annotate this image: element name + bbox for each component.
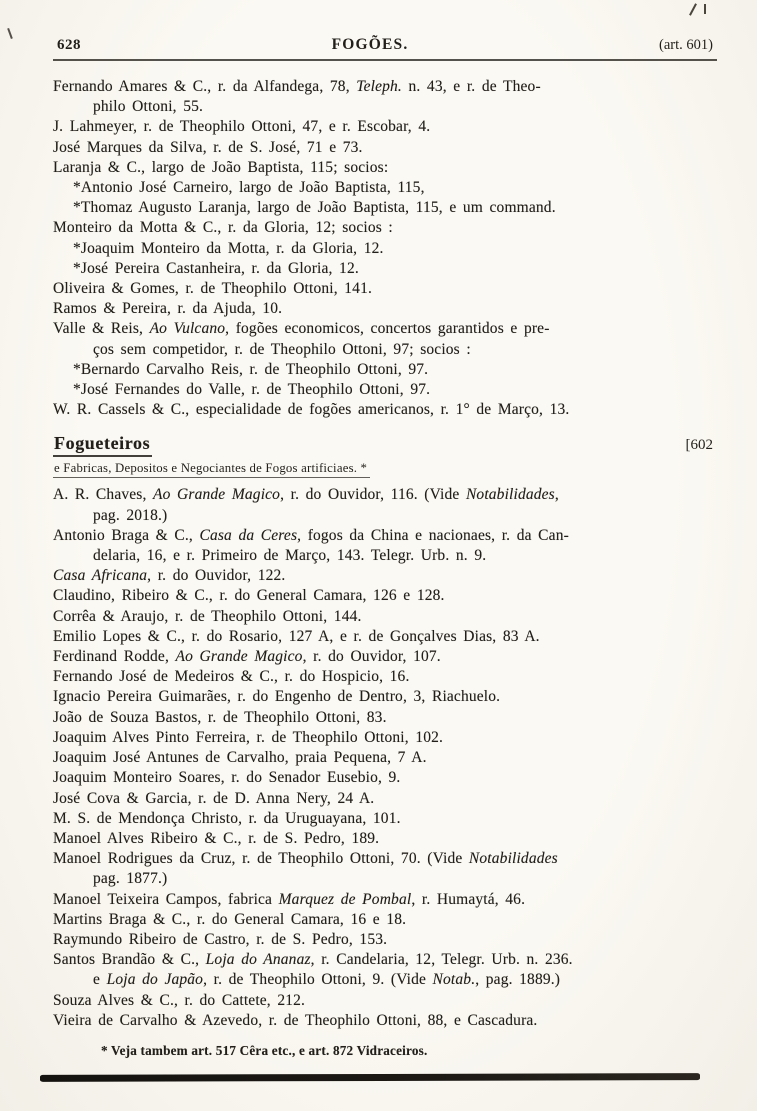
page-number: 628 [57,37,81,53]
fogoes-entry-list [53,77,717,420]
directory-entry: Manoel Alves Ribeiro & C., r. de S. Pedro, 189. [53,829,380,847]
directory-entry: *José Pereira Castanheira, r. da Gloria, 12. [73,259,359,277]
directory-entry: Manoel Rodrigues da Cruz, r. de Theophilo Ottoni, 70. (Vide Notabilidades pag. 1877.) [53,850,558,888]
directory-entry: Ignacio Pereira Guimarães, r. do Engenho de Dentro, 3, Riachuelo. [53,688,501,706]
directory-entry: *Joaquim Monteiro da Motta, r. da Gloria, 12. [73,239,384,257]
directory-entry: *José Fernandes do Valle, r. de Theophilo Ottoni, 97. [73,381,431,399]
page-header-title: FOGÕES. [331,36,409,53]
directory-entry: Emilio Lopes & C., r. do Rosario, 127 A, e r. de Gonçalves Dias, 83 A. [53,627,540,645]
page-content [53,36,717,1059]
directory-entry: Oliveira & Gomes, r. de Theophilo Ottoni, 141. [53,280,373,298]
directory-entry: Joaquim Alves Pinto Ferreira, r. de Theophilo Ottoni, 102. [53,728,444,746]
directory-entry: Martins Braga & C., r. do General Camara, 16 e 18. [53,910,407,928]
directory-entry: Raymundo Ribeiro de Castro, r. de S. Pedro, 153. [53,930,388,948]
section-title: Fogueteiros [53,433,152,457]
scan-artifact [690,3,710,19]
directory-entry: J. Lahmeyer, r. de Theophilo Ottoni, 47, e r. Escobar, 4. [53,118,431,136]
directory-entry: Ramos & Pereira, r. da Ajuda, 10. [53,300,283,318]
footnote: * Veja tambem art. 517 Cêra etc., e art. 872 Vidraceiros. [101,1042,428,1058]
directory-entry: Antonio Braga & C., Casa da Ceres, fogos da China e nacionaes, r. da Can- delaria, 16, e r. Primeiro de Março, 143. Telegr. Urb. n. 9. [53,526,569,565]
directory-entry: José Marques da Silva, r. de S. José, 71 e 73. [53,138,363,156]
directory-entry: Vieira de Carvalho & Azevedo, r. de Theophilo Ottoni, 88, e Cascadura. [53,1011,538,1029]
fogueteiros-entry-list [53,485,717,1030]
directory-entry: Laranja & C., largo de João Baptista, 115; socios: [53,158,389,176]
directory-entry: Manoel Teixeira Campos, fabrica Marquez de Pombal, r. Humaytá, 46. [53,890,526,908]
section-heading-row [53,433,717,457]
directory-entry: Joaquim José Antunes de Carvalho, praia Pequena, 7 A. [53,749,427,767]
directory-entry: Claudino, Ribeiro & C., r. do General Camara, 126 e 128. [53,587,445,605]
header-rule [53,59,717,61]
directory-entry: Corrêa & Araujo, r. de Theophilo Ottoni, 144. [53,607,362,625]
directory-entry: Casa Africana, r. do Ouvidor, 122. [53,567,286,585]
directory-entry: José Cova & Garcia, r. de D. Anna Nery, 24 A. [53,789,375,807]
section-article-ref: [602 [685,437,713,454]
directory-entry: Ferdinand Rodde, Ao Grande Magico, r. do Ouvidor, 107. [53,648,441,666]
directory-entry: Santos Brandão & C., Loja do Ananaz, r. Candelaria, 12, Telegr. Urb. n. 236. e Loja do Japão, r. de Theophilo Ottoni, 9. (Vide Notab., pag. 1889.) [53,951,573,989]
directory-entry: João de Souza Bastos, r. de Theophilo Ottoni, 83. [53,708,387,726]
directory-entry: Valle & Reis, Ao Vulcano, fogões economicos, concertos garantidos e pre- ços sem competidor, r. de Theophilo Ottoni, 97; socios : [53,320,550,358]
directory-entry: Fernando Amares & C., r. da Alfandega, 78, Teleph. n. 43, e r. de Theo- philo Ottoni, 55. [53,78,541,116]
directory-entry: W. R. Cassels & C., especialidade de fogões americanos, r. 1° de Março, 13. [53,401,570,419]
directory-entry: *Antonio José Carneiro, largo de João Baptista, 115, [73,179,425,197]
directory-entry: *Thomaz Augusto Laranja, largo de João Baptista, 115, e um command. [73,199,556,217]
directory-entry: Fernando José de Medeiros & C., r. do Hospicio, 16. [53,668,410,686]
page-header [53,36,717,59]
scan-artifact [7,28,15,40]
directory-entry: M. S. de Mendonça Christo, r. da Uruguayana, 101. [53,809,401,827]
section-subtitle: e Fabricas, Depositos e Negociantes de Fogos artificiaes. * [53,461,370,478]
article-reference: (art. 601) [659,37,713,53]
directory-entry: *Bernardo Carvalho Reis, r. de Theophilo Ottoni, 97. [73,360,429,378]
directory-entry: A. R. Chaves, Ao Grande Magico, r. do Ouvidor, 116. (Vide Notabilidades, pag. 2018.) [53,486,559,524]
bottom-rule [40,1073,700,1082]
directory-entry: Joaquim Monteiro Soares, r. do Senador Eusebio, 9. [53,769,401,787]
directory-entry: Monteiro da Motta & C., r. da Gloria, 12; socios : [53,219,393,237]
directory-entry: Souza Alves & C., r. do Cattete, 212. [53,991,306,1009]
